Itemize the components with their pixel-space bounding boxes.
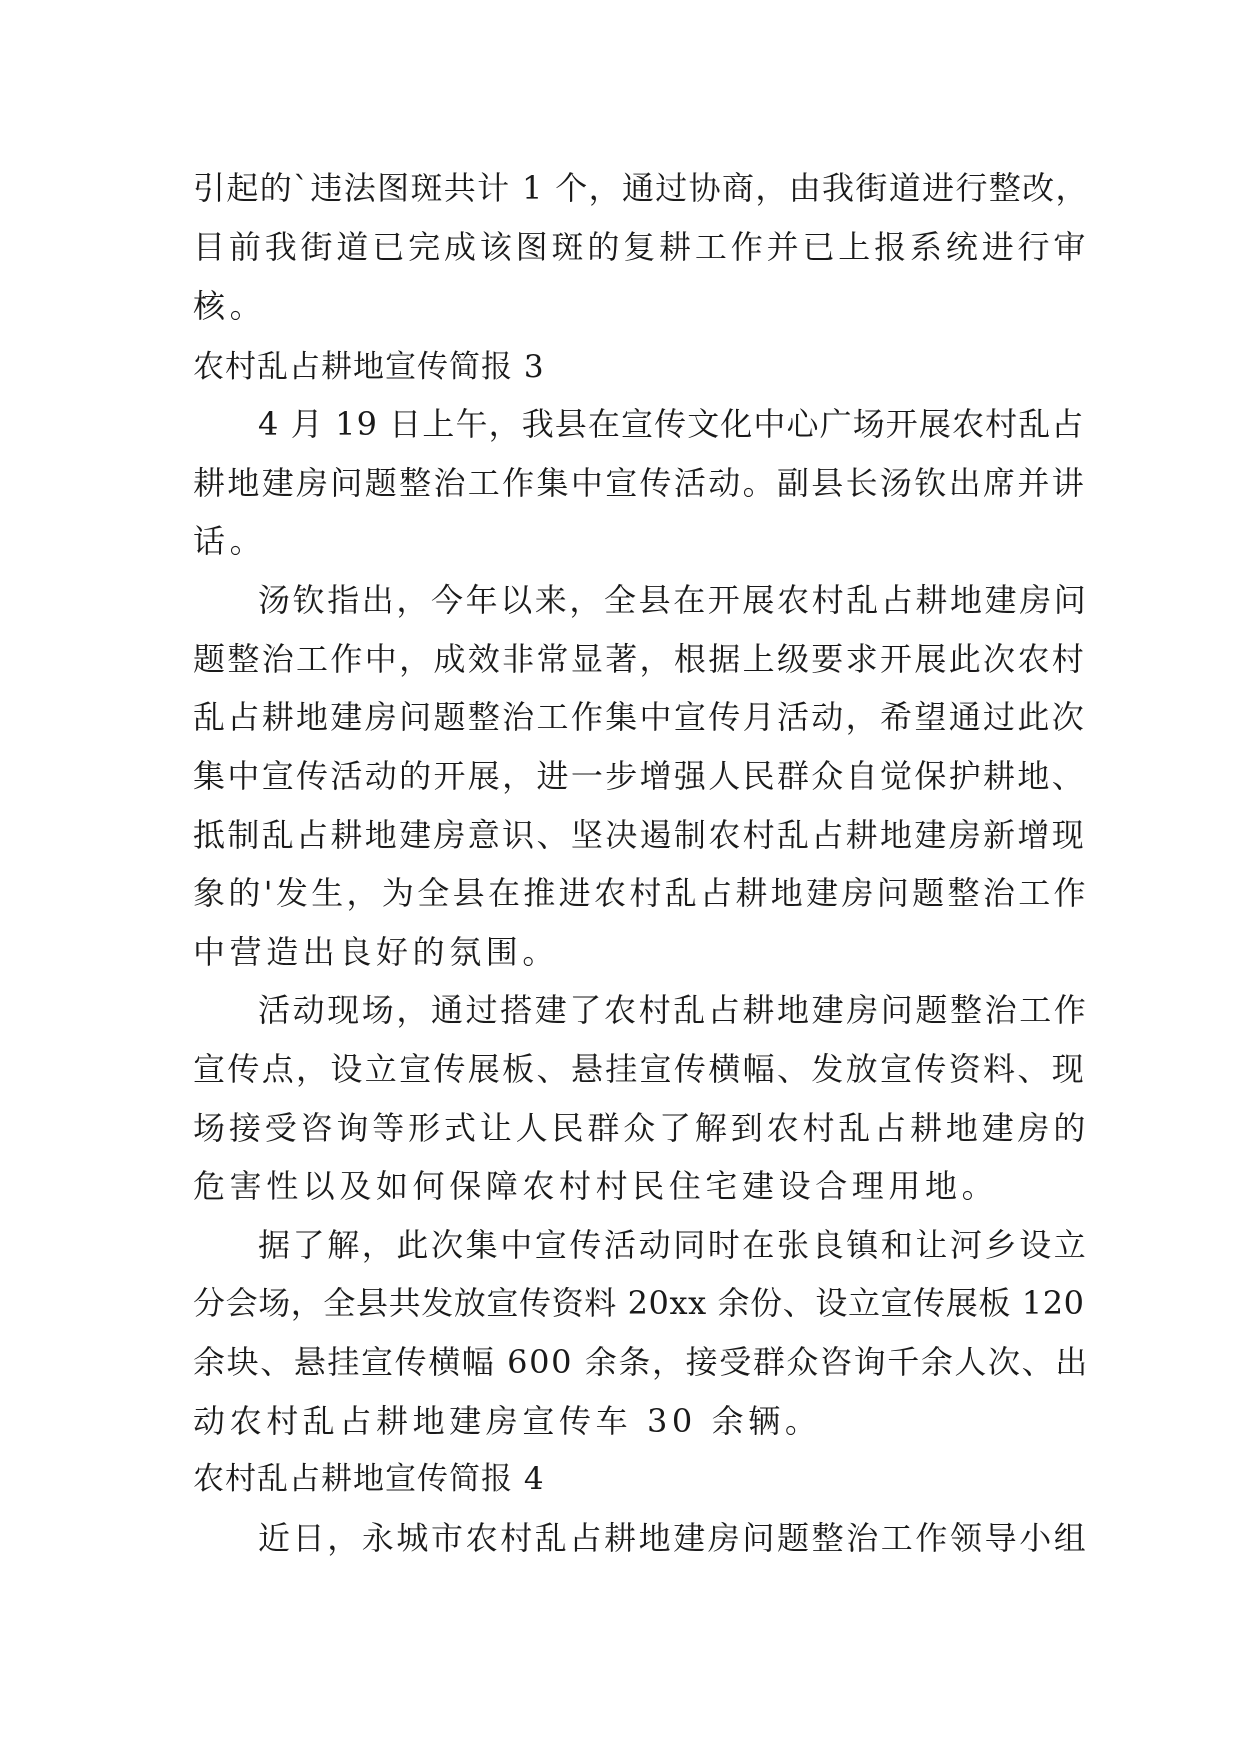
body-text-line: 耕地建房问题整治工作集中宣传活动。副县长汤钦出席并讲 xyxy=(193,464,1087,502)
body-text-line: 场接受咨询等形式让人民群众了解到农村乱占耕地建房的 xyxy=(193,1109,1090,1147)
body-text-line: 集中宣传活动的开展，进一步增强人民群众自觉保护耕地、 xyxy=(193,757,1087,795)
body-text-line: 中营造出良好的氛围。 xyxy=(193,933,560,971)
body-text-line: 核。 xyxy=(193,287,267,325)
body-text-line: 分会场，全县共发放宣传资料 20xx 余份、设立宣传展板 120 xyxy=(193,1284,1085,1322)
body-text-line: 题整治工作中，成效非常显著，根据上级要求开展此次农村 xyxy=(193,640,1087,678)
body-text-line: 目前我街道已完成该图斑的复耕工作并已上报系统进行审 xyxy=(193,228,1090,266)
body-text-line: 余块、悬挂宣传横幅 600 余条，接受群众咨询千余人次、出 xyxy=(193,1343,1089,1381)
paragraph-first-line: 近日，永城市农村乱占耕地建房问题整治工作领导小组 xyxy=(258,1519,1089,1557)
section-heading: 农村乱占耕地宣传简报 4 xyxy=(193,1461,545,1497)
paragraph-first-line: 汤钦指出，今年以来，全县在开展农村乱占耕地建房问 xyxy=(258,581,1089,619)
body-text-line: 动农村乱占耕地建房宣传车 30 余辆。 xyxy=(193,1402,822,1440)
section-heading: 农村乱占耕地宣传简报 3 xyxy=(193,349,545,385)
body-text-line: 危害性以及如何保障农村村民住宅建设合理用地。 xyxy=(193,1167,999,1205)
body-text-line: 乱占耕地建房问题整治工作集中宣传月活动，希望通过此次 xyxy=(193,698,1087,736)
body-text-line: 抵制乱占耕地建房意识、坚决遏制农村乱占耕地建房新增现 xyxy=(193,816,1087,854)
body-text-line: 话。 xyxy=(193,522,267,560)
body-text-line: 象的'发生，为全县在推进农村乱占耕地建房问题整治工作 xyxy=(193,874,1089,912)
body-text-line: 宣传点，设立宣传展板、悬挂宣传横幅、发放宣传资料、现 xyxy=(193,1050,1087,1088)
paragraph-first-line: 活动现场，通过搭建了农村乱占耕地建房问题整治工作 xyxy=(258,991,1089,1029)
paragraph-first-line: 4 月 19 日上午，我县在宣传文化中心广场开展农村乱占 xyxy=(258,405,1085,443)
paragraph-first-line: 据了解，此次集中宣传活动同时在张良镇和让河乡设立 xyxy=(258,1226,1089,1264)
body-text-line: 引起的`违法图斑共计 1 个，通过协商，由我街道进行整改， xyxy=(193,169,1089,207)
